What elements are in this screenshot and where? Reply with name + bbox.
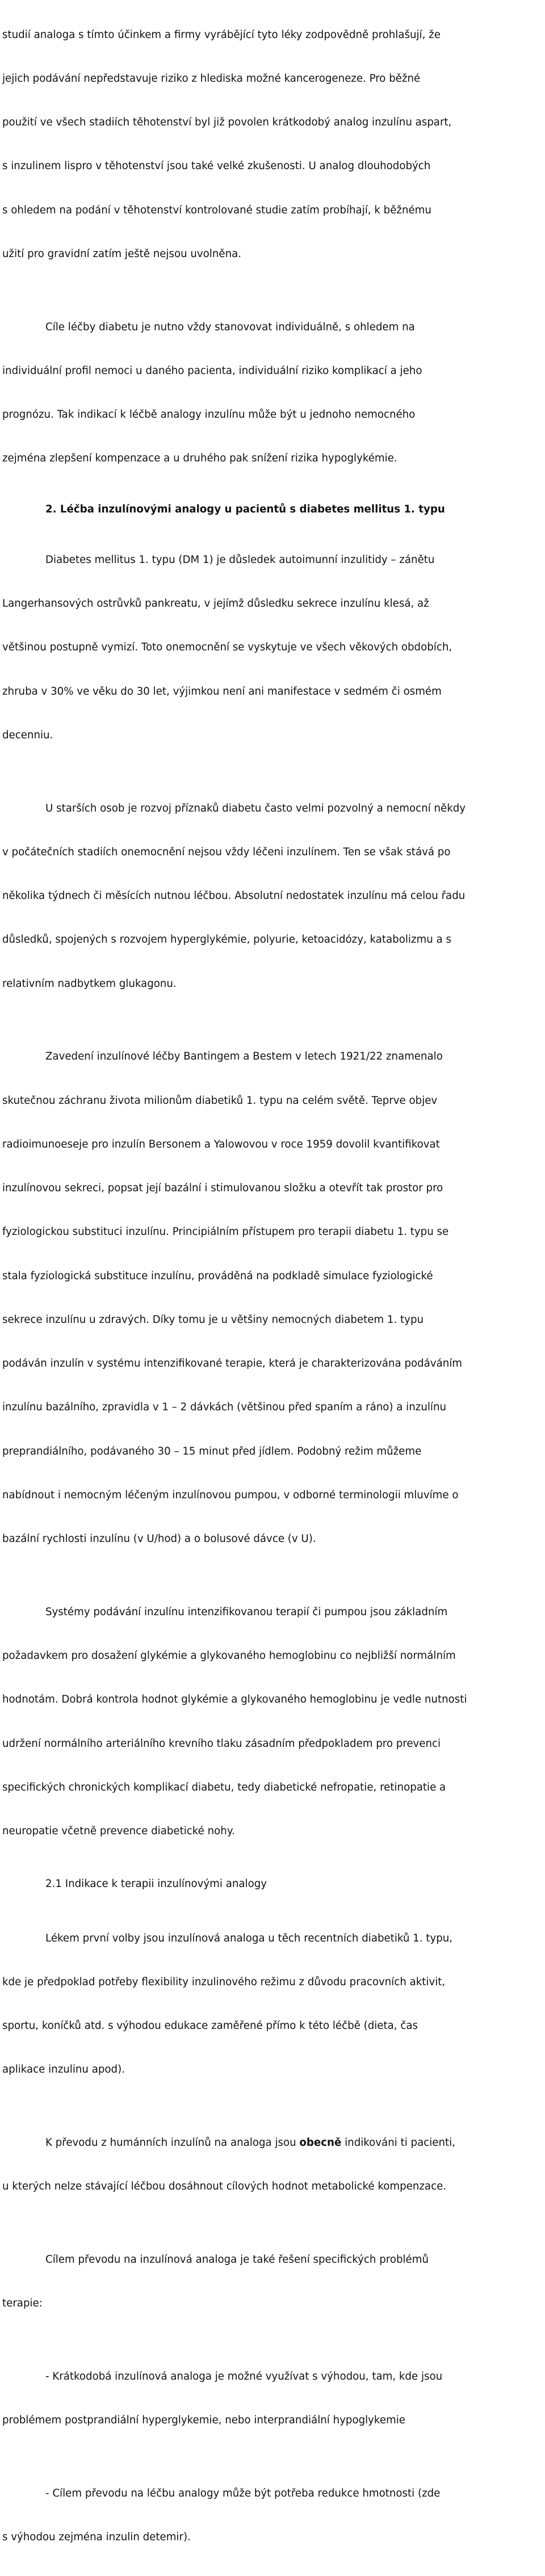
text-line: terapie:: [2, 2297, 43, 2310]
text-line: Cíle léčby diabetu je nutno vždy stanovovat individuálně, s ohledem na: [45, 321, 415, 333]
text-line: požadavkem pro dosažení glykémie a glykovaného hemoglobinu co nejbližší normálním: [2, 1650, 456, 1662]
conversion-text-end: indikováni ti pacienti,: [341, 2137, 455, 2149]
text-line: individuální profil nemoci u daného pacienta, individuální riziko komplikací a jeho: [2, 364, 422, 377]
history-paragraph: [2, 1020, 543, 1576]
text-line: většinou postupně vymizí. Toto onemocnění se vyskytuje ve všech věkových obdobích,: [2, 641, 452, 654]
text-line: stala fyziologická substituce inzulínu, prováděná na podkladě simulace fyziologické: [2, 1270, 433, 1282]
text-line: kde je předpoklad potřeby flexibility inzulinového režimu z důvodu pracovních aktivit,: [2, 1976, 446, 1988]
text-line: fyziologickou substituci inzulínu. Principiálním přístupem pro terapii diabetu 1. typu se: [2, 1226, 449, 1238]
text-line: bazální rychlosti inzulínu (v U/hod) a o bolusové dávce (v U).: [2, 1533, 316, 1545]
text-line: relativním nadbytkem glukagonu.: [2, 977, 177, 990]
text-line: nabídnout i nemocným léčeným inzulínovou pumpou, v odborné terminologii mluvíme o: [2, 1489, 459, 1501]
conversion-paragraph: [2, 2107, 543, 2224]
text-line: aplikace inzulinu apod).: [2, 2064, 125, 2076]
text-line: s ohledem na podání v těhotenství kontrolované studie zatím probíhají, k běžnému: [2, 204, 431, 216]
text-line: radioimunoeseje pro inzulín Bersonem a Yalowovou v roce 1959 dovolil kvantifikovat: [2, 1138, 440, 1150]
text-line: Cílem převodu na inzulínová analoga je také řešení specifických problémů: [45, 2254, 429, 2266]
text-line: udržení normálního arteriálního krevního tlaku zásadním předpokladem pro prevenci: [2, 1737, 441, 1750]
text-line: použití ve všech stadiích těhotenství byl již povolen krátkodobý analog inzulínu aspart,: [2, 116, 452, 128]
text-line: několika týdnech či měsících nutnou léčbou. Absolutní nedostatek inzulínu má celou řadu: [2, 890, 466, 902]
text-line: U starších osob je rozvoj příznaků diabetu často velmi pozvolný a nemocní někdy: [45, 802, 466, 814]
bullet-weight-reduction: [2, 2457, 543, 2574]
text-line: prognózu. Tak indikací k léčbě analogy inzulínu může být u jednoho nemocného: [2, 409, 416, 421]
older-patients-paragraph: [2, 772, 543, 1020]
dm1-paragraph: [2, 523, 543, 772]
first-choice-paragraph: [2, 1902, 543, 2107]
text-line: studií analoga s tímto účinkem a firmy vyrábějící tyto léky zodpovědně prohlašují, že: [2, 28, 441, 41]
text-line: sportu, koníčků atd. s výhodou edukace zaměřené přímo k této léčbě (dieta, čas: [2, 2020, 418, 2032]
text-line: specifických chronických komplikací diabetu, tedy diabetické nefropatie, retinopatie a: [2, 1781, 446, 1793]
text-line: v počátečních stadiích onemocnění nejsou vždy léčeni inzulínem. Ten se však stává po: [2, 846, 451, 858]
conversion-text-start: K převodu z humánních inzulínů na analoga jsou: [45, 2137, 300, 2149]
text-line: inzulínovou sekreci, popsat její bazální i stimulovanou složku a otevřít tak prostor pro: [2, 1182, 443, 1194]
text-line: důsledků, spojených s rozvojem hyperglykémie, polyurie, ketoacidózy, katabolizmu a s: [2, 934, 451, 946]
text-line: skutečnou záchranu života milionům diabetiků 1. typu na celém světě. Teprve objev: [2, 1094, 438, 1107]
text-line: Lékem první volby jsou inzulínová analoga u těch recentních diabetiků 1. typu,: [45, 1932, 453, 1944]
bullet-short-acting: [2, 2340, 543, 2457]
intro-paragraph: [2, 0, 543, 291]
goal-conversion-paragraph: [2, 2224, 543, 2340]
text-line: neuropatie včetně prevence diabetické nohy.: [2, 1825, 235, 1837]
text-line: u kterých nelze stávající léčbou dosáhnout cílových hodnot metabolické kompenzace.: [2, 2180, 447, 2193]
text-line: - Cílem převodu na léčbu analogy může být potřeba redukce hmotnosti (zde: [45, 2487, 441, 2499]
text-line: problémem postprandiální hyperglykemie, nebo interprandiální hypoglykemie: [2, 2414, 405, 2427]
text-line: Diabetes mellitus 1. typu (DM 1) je důsledek autoimunní inzulitidy – zánětu: [45, 553, 435, 566]
text-line: inzulínu bazálního, zpravidla v 1 – 2 dávkách (většinou před spaním a ráno) a inzulínu: [2, 1401, 446, 1414]
systems-paragraph: [2, 1575, 543, 1868]
text-line: sekrece inzulínu u zdravých. Díky tomu je u většiny nemocných diabetem 1. typu: [2, 1313, 424, 1326]
text-line: - Krátkodobá inzulínová analoga je možné využívat s výhodou, tam, kde jsou: [45, 2371, 443, 2382]
emphasis-obecne: obecně: [299, 2137, 342, 2149]
text-line: podáván inzulín v systému intenzifikované terapie, která je charakterizována podáváním: [2, 1358, 463, 1369]
text-line: preprandiálního, podávaného 30 – 15 minut před jídlem. Podobný režim můžeme: [2, 1445, 422, 1457]
text-line: hodnotám. Dobrá kontrola hodnot glykémie a glykovaného hemoglobinu je vedle nutnosti: [2, 1693, 467, 1706]
text-line: jejich podávání nepředstavuje riziko z hlediska možné kancerogeneze. Pro běžné: [2, 72, 421, 85]
text-line: Systémy podávání inzulínu intenzifikovanou terapií či pumpou jsou základním: [45, 1606, 448, 1618]
text-line: Zavedení inzulínové léčby Bantingem a Bestem v letech 1921/22 znamenalo: [45, 1050, 443, 1063]
text-line: s výhodou zejména inzulin detemir).: [2, 2531, 191, 2544]
section-2-heading: 2. Léčba inzulínovými analogy u pacientů s diabetes mellitus 1. typu: [45, 503, 445, 515]
goals-paragraph: [2, 291, 543, 495]
text-line: zhruba v 30% ve věku do 30 let, výjimkou není ani manifestace v sedmém či osmém: [2, 685, 442, 697]
text-line: zejména zlepšení kompenzace a u druhého pak snížení rizika hypoglykémie.: [2, 452, 397, 465]
text-line: decenniu.: [2, 729, 53, 741]
text-line: s inzulinem lispro v těhotenství jsou také velké zkušenosti. U analog dlouhodobých: [2, 160, 431, 173]
text-line: užití pro gravidní zatím ještě nejsou uvolněna.: [2, 247, 242, 260]
section-2-1-heading: 2.1 Indikace k terapii inzulínovými analogy: [45, 1878, 267, 1890]
text-line: Langerhansových ostrůvků pankreatu, v jejímž důsledku sekrece inzulínu klesá, až: [2, 598, 429, 610]
text-line: [2, 2136, 543, 2150]
